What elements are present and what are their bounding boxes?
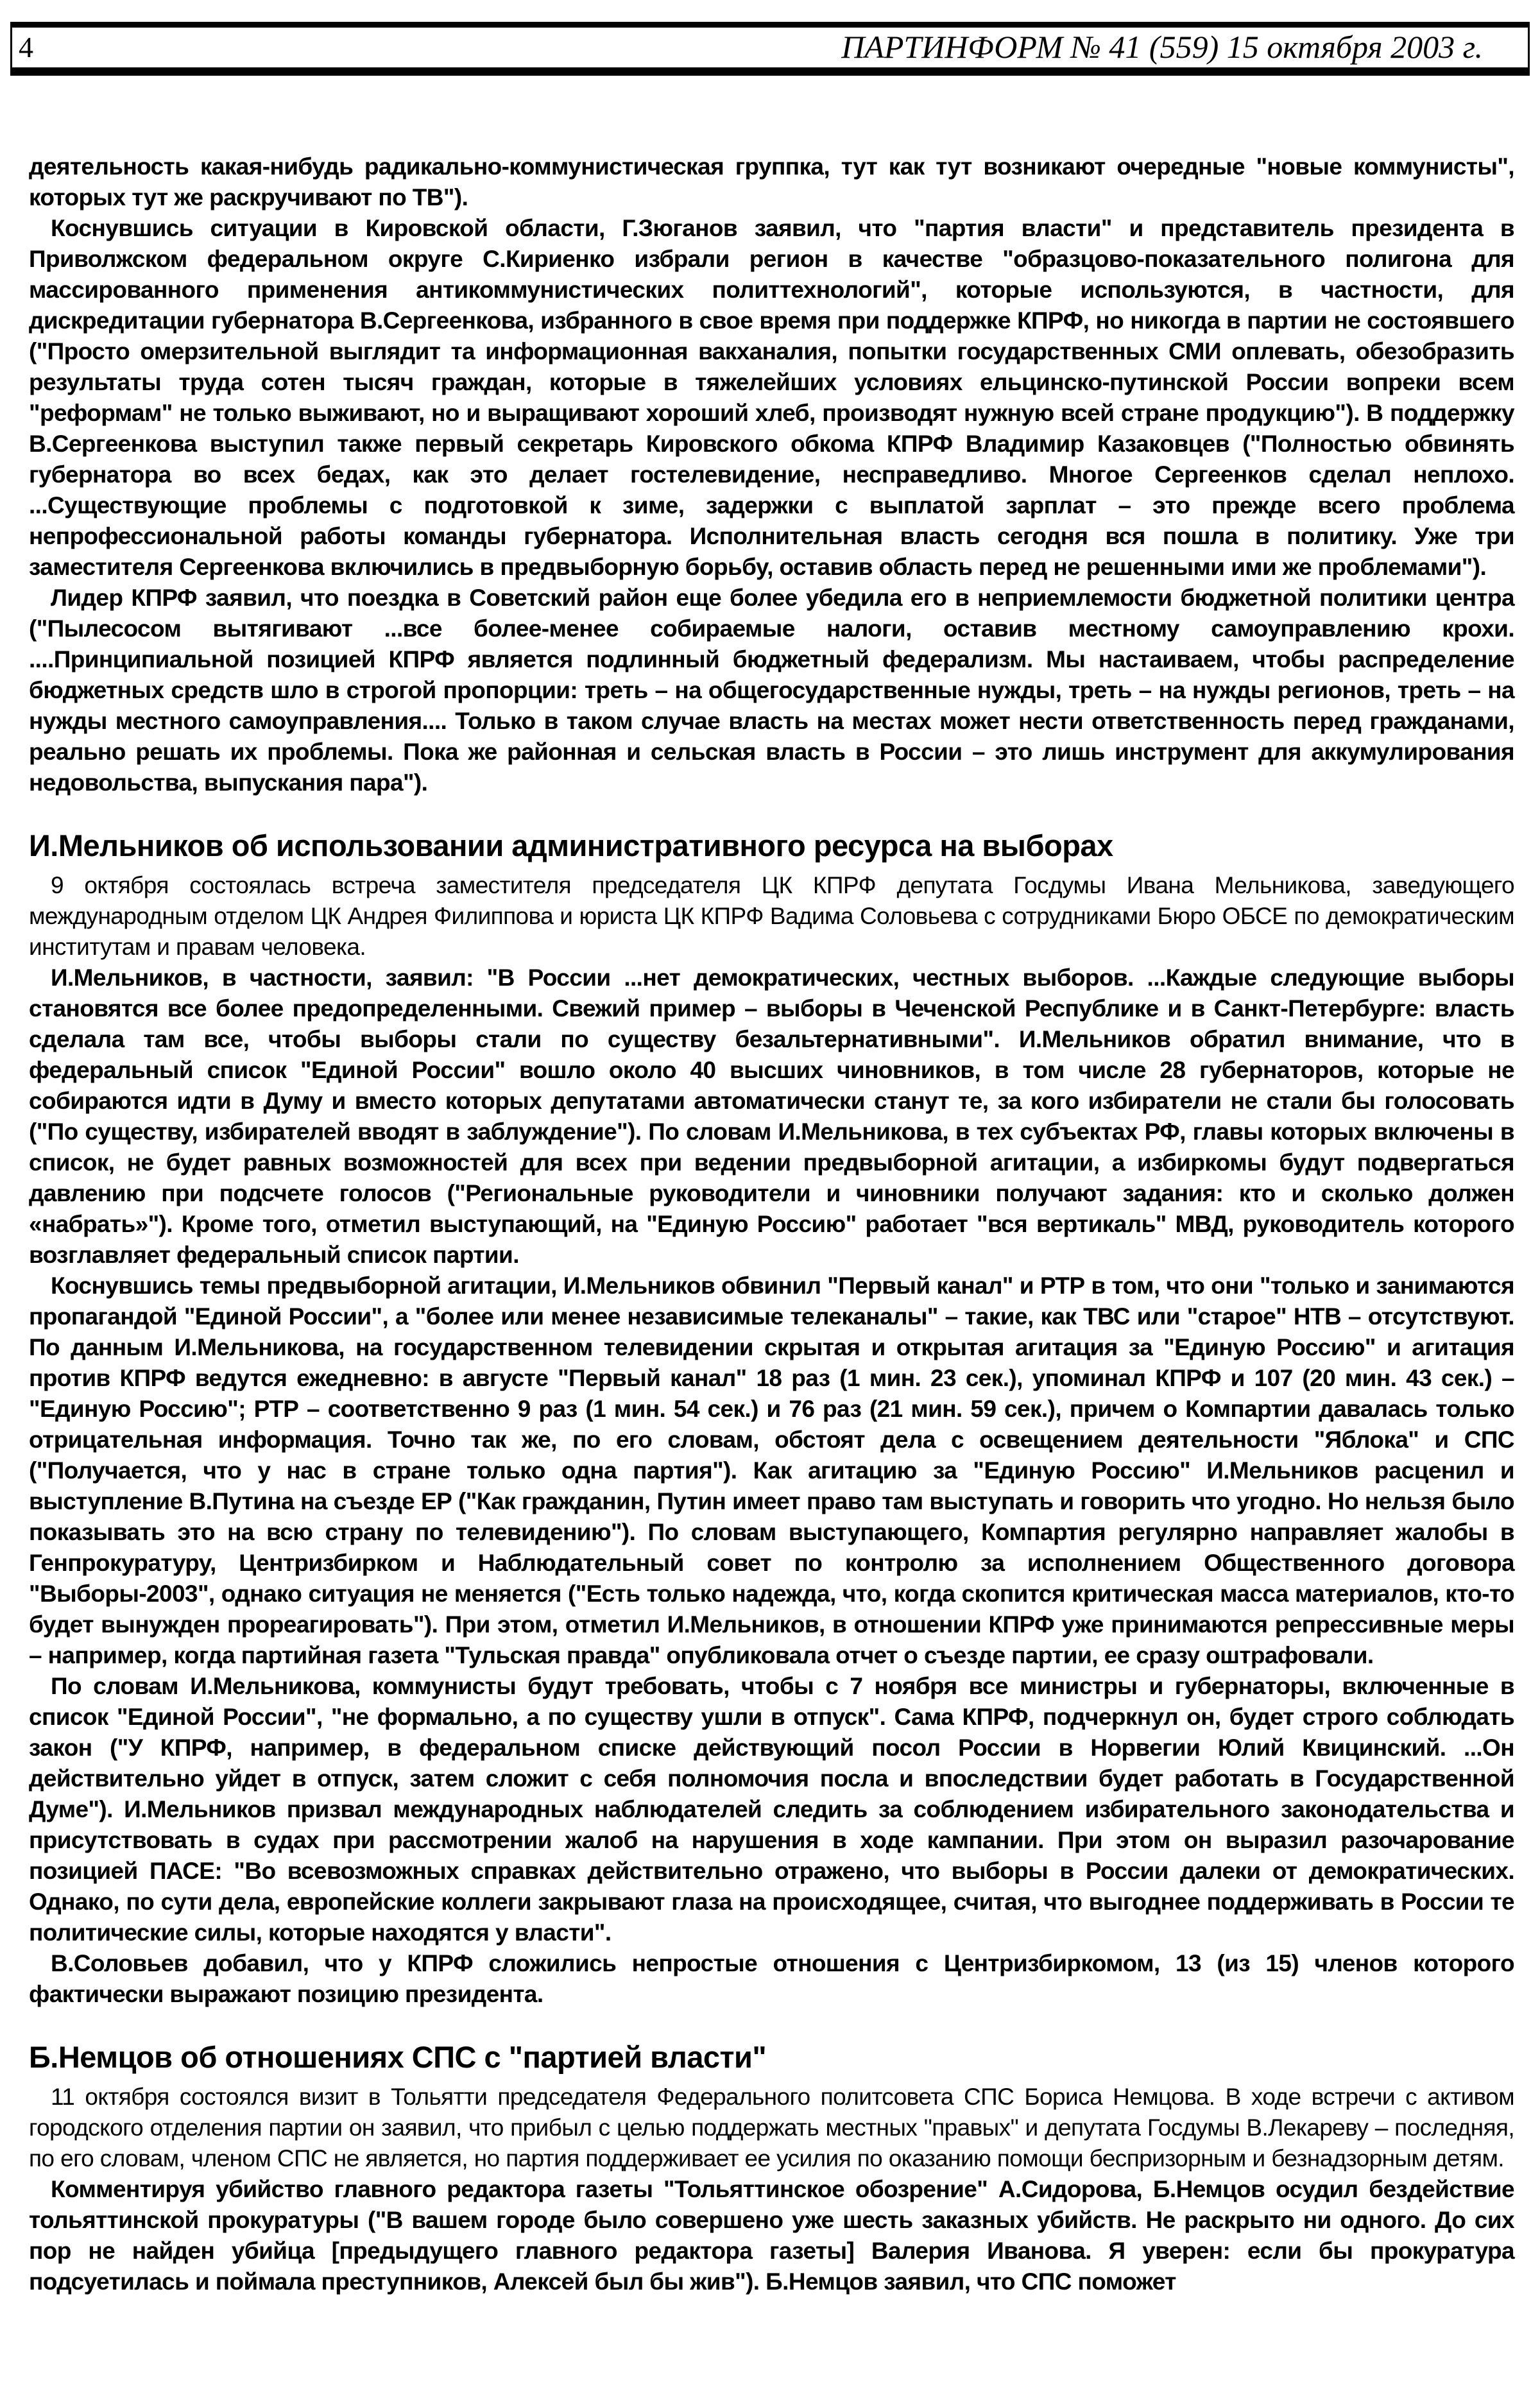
paragraph: По словам И.Мельникова, коммунисты будут требовать, чтобы с 7 ноября все министры и губернаторы, включенные в список "Единой России", "не формально, а по существу ушли в отпуск". Сама КПРФ, подчеркнул он, будет строго соблюдать закон ("У КПРФ, например, в федеральном списке действующий посол России в Норвегии Юлий Квицинский. ...Он действительно уйдет в отпуск, затем сложит с себя полномочия посла и впоследствии будет работать в Государственной Думе"). И.Мельников призвал международных наблюдателей следить за соблюдением избирательного законодательства и присутствовать в судах при рассмотрении жалоб на нарушения в ходе кампании. При этом он выразил разочарование позицией ПАСЕ: "Во всевозможных справках действительно отражено, что выборы в России далеки от демократических. Однако, по сути дела, европейские коллеги закрывают глаза на происходящее, считая, что выгоднее поддерживать в России те политические силы, которые находятся у власти". bbox=[29, 1673, 1514, 1946]
paragraph: И.Мельников, в частности, заявил: "В России ...нет демократических, честных выборов. ...Каждые следующие выборы становятся все более предопределенными. Свежий пример – выборы в Чеченской Республике и в Санкт-Петербурге: власть сделала там все, чтобы выборы стали по существу безальтернативными". И.Мельников обратил внимание, что в федеральный список "Единой России" вошло около 40 высших чиновников, в том числе 28 губернаторов, которые не собираются идти в Думу и вместо которых депутатами автоматически станут те, за кого избиратели не стали бы голосовать ("По существу, избирателей вводят в заблуждение"). По словам И.Мельникова, в тех субъектах РФ, главы которых включены в список, не будет равных возможностей для всех при ведении предвыборной агитации, а избиркомы будут подвергаться давлению при подсчете голосов ("Региональные руководители и чиновники получают задания: кто и сколько должен «набрать»"). Кроме того, отметил выступающий, на "Единую Россию" работает "вся вертикаль" МВД, руководитель которого возглавляет федеральный список партии. bbox=[29, 964, 1514, 1268]
page-content bbox=[29, 151, 1514, 2297]
paragraph: 11 октября состоялся визит в Тольятти председателя Федерального политсовета СПС Бориса Немцова. В ходе встречи с активом городского отделения партии он заявил, что прибыл с целью поддержать местных "правых" и депутата Госдумы В.Лекареву – последняя, по его словам, членом СПС не является, но партия поддерживает ее усилия по оказанию помощи беспризорным и безнадзорным детям. bbox=[29, 2084, 1514, 2172]
paragraph: Коснувшись темы предвыборной агитации, И.Мельников обвинил "Первый канал" и РТР в том, что они "только и занимаются пропагандой "Единой России", а "более или менее независимые телеканалы" – такие, как ТВС или "старое" НТВ – отсутствуют. По данным И.Мельникова, на государственном телевидении скрытая и открытая агитация за "Единую Россию" и агитация против КПРФ ведутся ежедневно: в августе "Первый канал" 18 раз (1 мин. 23 сек.), упоминал КПРФ и 107 (20 мин. 43 сек.) – "Единую Россию"; РТР – соответственно 9 раз (1 мин. 54 сек.) и 76 раз (21 мин. 59 сек.), причем о Компартии давалась только отрицательная информация. Точно так же, по его словам, обстоят дела с освещением деятельности "Яблока" и СПС ("Получается, что у нас в стране только одна партия"). Как агитацию за "Единую Россию" И.Мельников расценил и выступление В.Путина на съезде ЕР ("Как гражданин, Путин имеет право там выступать и говорить что угодно. Но нельзя было показывать это на всю страну по телевидению"). По словам выступающего, Компартия регулярно направляет жалобы в Генпрокуратуру, Центризбирком и Наблюдательный совет по контролю за исполнением Общественного договора "Выборы-2003", однако ситуация не меняется ("Есть только надежда, что, когда скопится критическая масса материалов, кто-то будет вынужден прореагировать"). При этом, отметил И.Мельников, в отношении КПРФ уже принимаются репрессивные меры – например, когда партийная газета "Тульская правда" опубликовала отчет о съезде партии, ее сразу оштрафовали. bbox=[29, 1272, 1514, 1668]
paragraph: Коснувшись ситуации в Кировской области, Г.Зюганов заявил, что "партия власти" и представитель президента в Приволжском федеральном округе С.Кириенко избрали регион в качестве "образцово-показательного полигона для массированного применения антикоммунистических политтехнологий", которые используются, в частности, для дискредитации губернатора В.Сергеенкова, избранного в свое время при поддержке КПРФ, но никогда в партии не состоявшего ("Просто омерзительной выглядит та информационная вакханалия, попытки государственных СМИ оплевать, обезобразить результаты труда сотен тысяч граждан, которые в тяжелейших условиях ельцинско-путинской России вопреки всем "реформам" не только выживают, но и выращивают хороший хлеб, производят нужную всей стране продукцию"). В поддержку В.Сергеенкова выступил также первый секретарь Кировского обкома КПРФ Владимир Казаковцев ("Полностью обвинять губернатора во всех бедах, как это делает гостелевидение, несправедливо. Многое Сергеенков сделал неплохо. ...Существующие проблемы с подготовкой к зиме, задержки с выплатой зарплат – это прежде всего проблема непрофессиональной работы команды губернатора. Исполнительная власть сегодня вся пошла в политику. Уже три заместителя Сергеенкова включились в предвыборную борьбу, оставив область перед не решенными ими же проблемами"). bbox=[29, 215, 1514, 580]
page-number: 4 bbox=[19, 31, 33, 64]
page-header bbox=[10, 22, 1530, 76]
paragraph: Комментируя убийство главного редактора газеты "Тольяттинское обозрение" А.Сидорова, Б.Немцов осудил бездействие тольяттинской прокуратуры ("В вашем городе было совершено уже шесть заказных убийств. Не раскрыто ни одного. До сих пор не найден убийца [предыдущего главного редактора газеты] Валерия Иванова. Я уверен: если бы прокуратура подсуетилась и поймала преступников, Алексей был бы жив"). Б.Немцов заявил, что СПС поможет bbox=[29, 2176, 1514, 2295]
paragraph: Лидер КПРФ заявил, что поездка в Советский район еще более убедила его в неприемлемости бюджетной политики центра ("Пылесосом вытягивают ...все более-менее собираемые налоги, оставив местному самоуправлению крохи. ....Принципиальной позицией КПРФ является подлинный бюджетный федерализм. Мы настаиваем, чтобы распределение бюджетных средств шло в строгой пропорции: треть – на общегосударственные нужды, треть – на нужды регионов, треть – на нужды местного самоуправления.... Только в таком случае власть на местах может нести ответственность перед гражданами, реально решать их проблемы. Пока же районная и сельская власть в России – это лишь инструмент для аккумулирования недовольства, выпускания пара"). bbox=[29, 585, 1514, 796]
paragraph-continuation: деятельность какая-нибудь радикально-коммунистическая группка, тут как тут возникают очередные "новые коммунисты", которых тут же раскручивают по ТВ"). bbox=[29, 153, 1514, 210]
paragraph: В.Соловьев добавил, что у КПРФ сложились непростые отношения с Центризбиркомом, 13 (из 15) членов которого фактически выражают позицию президента. bbox=[29, 1950, 1514, 2007]
newsletter-title: ПАРТИНФОРМ № 41 (559) 15 октября 2003 г. bbox=[841, 29, 1483, 65]
section-heading-nemtsov: Б.Немцов об отношениях СПС с "партией власти" bbox=[29, 2040, 767, 2074]
paragraph: 9 октября состоялась встреча заместителя председателя ЦК КПРФ депутата Госдумы Ивана Мельникова, заведующего международным отделом ЦК Андрея Филиппова и юриста ЦК КПРФ Вадима Соловьева с сотрудниками Бюро ОБСЕ по демократическим институтам и правам человека. bbox=[29, 872, 1514, 960]
section-heading-melnikov: И.Мельников об использовании административного ресурса на выборах bbox=[29, 828, 1113, 862]
